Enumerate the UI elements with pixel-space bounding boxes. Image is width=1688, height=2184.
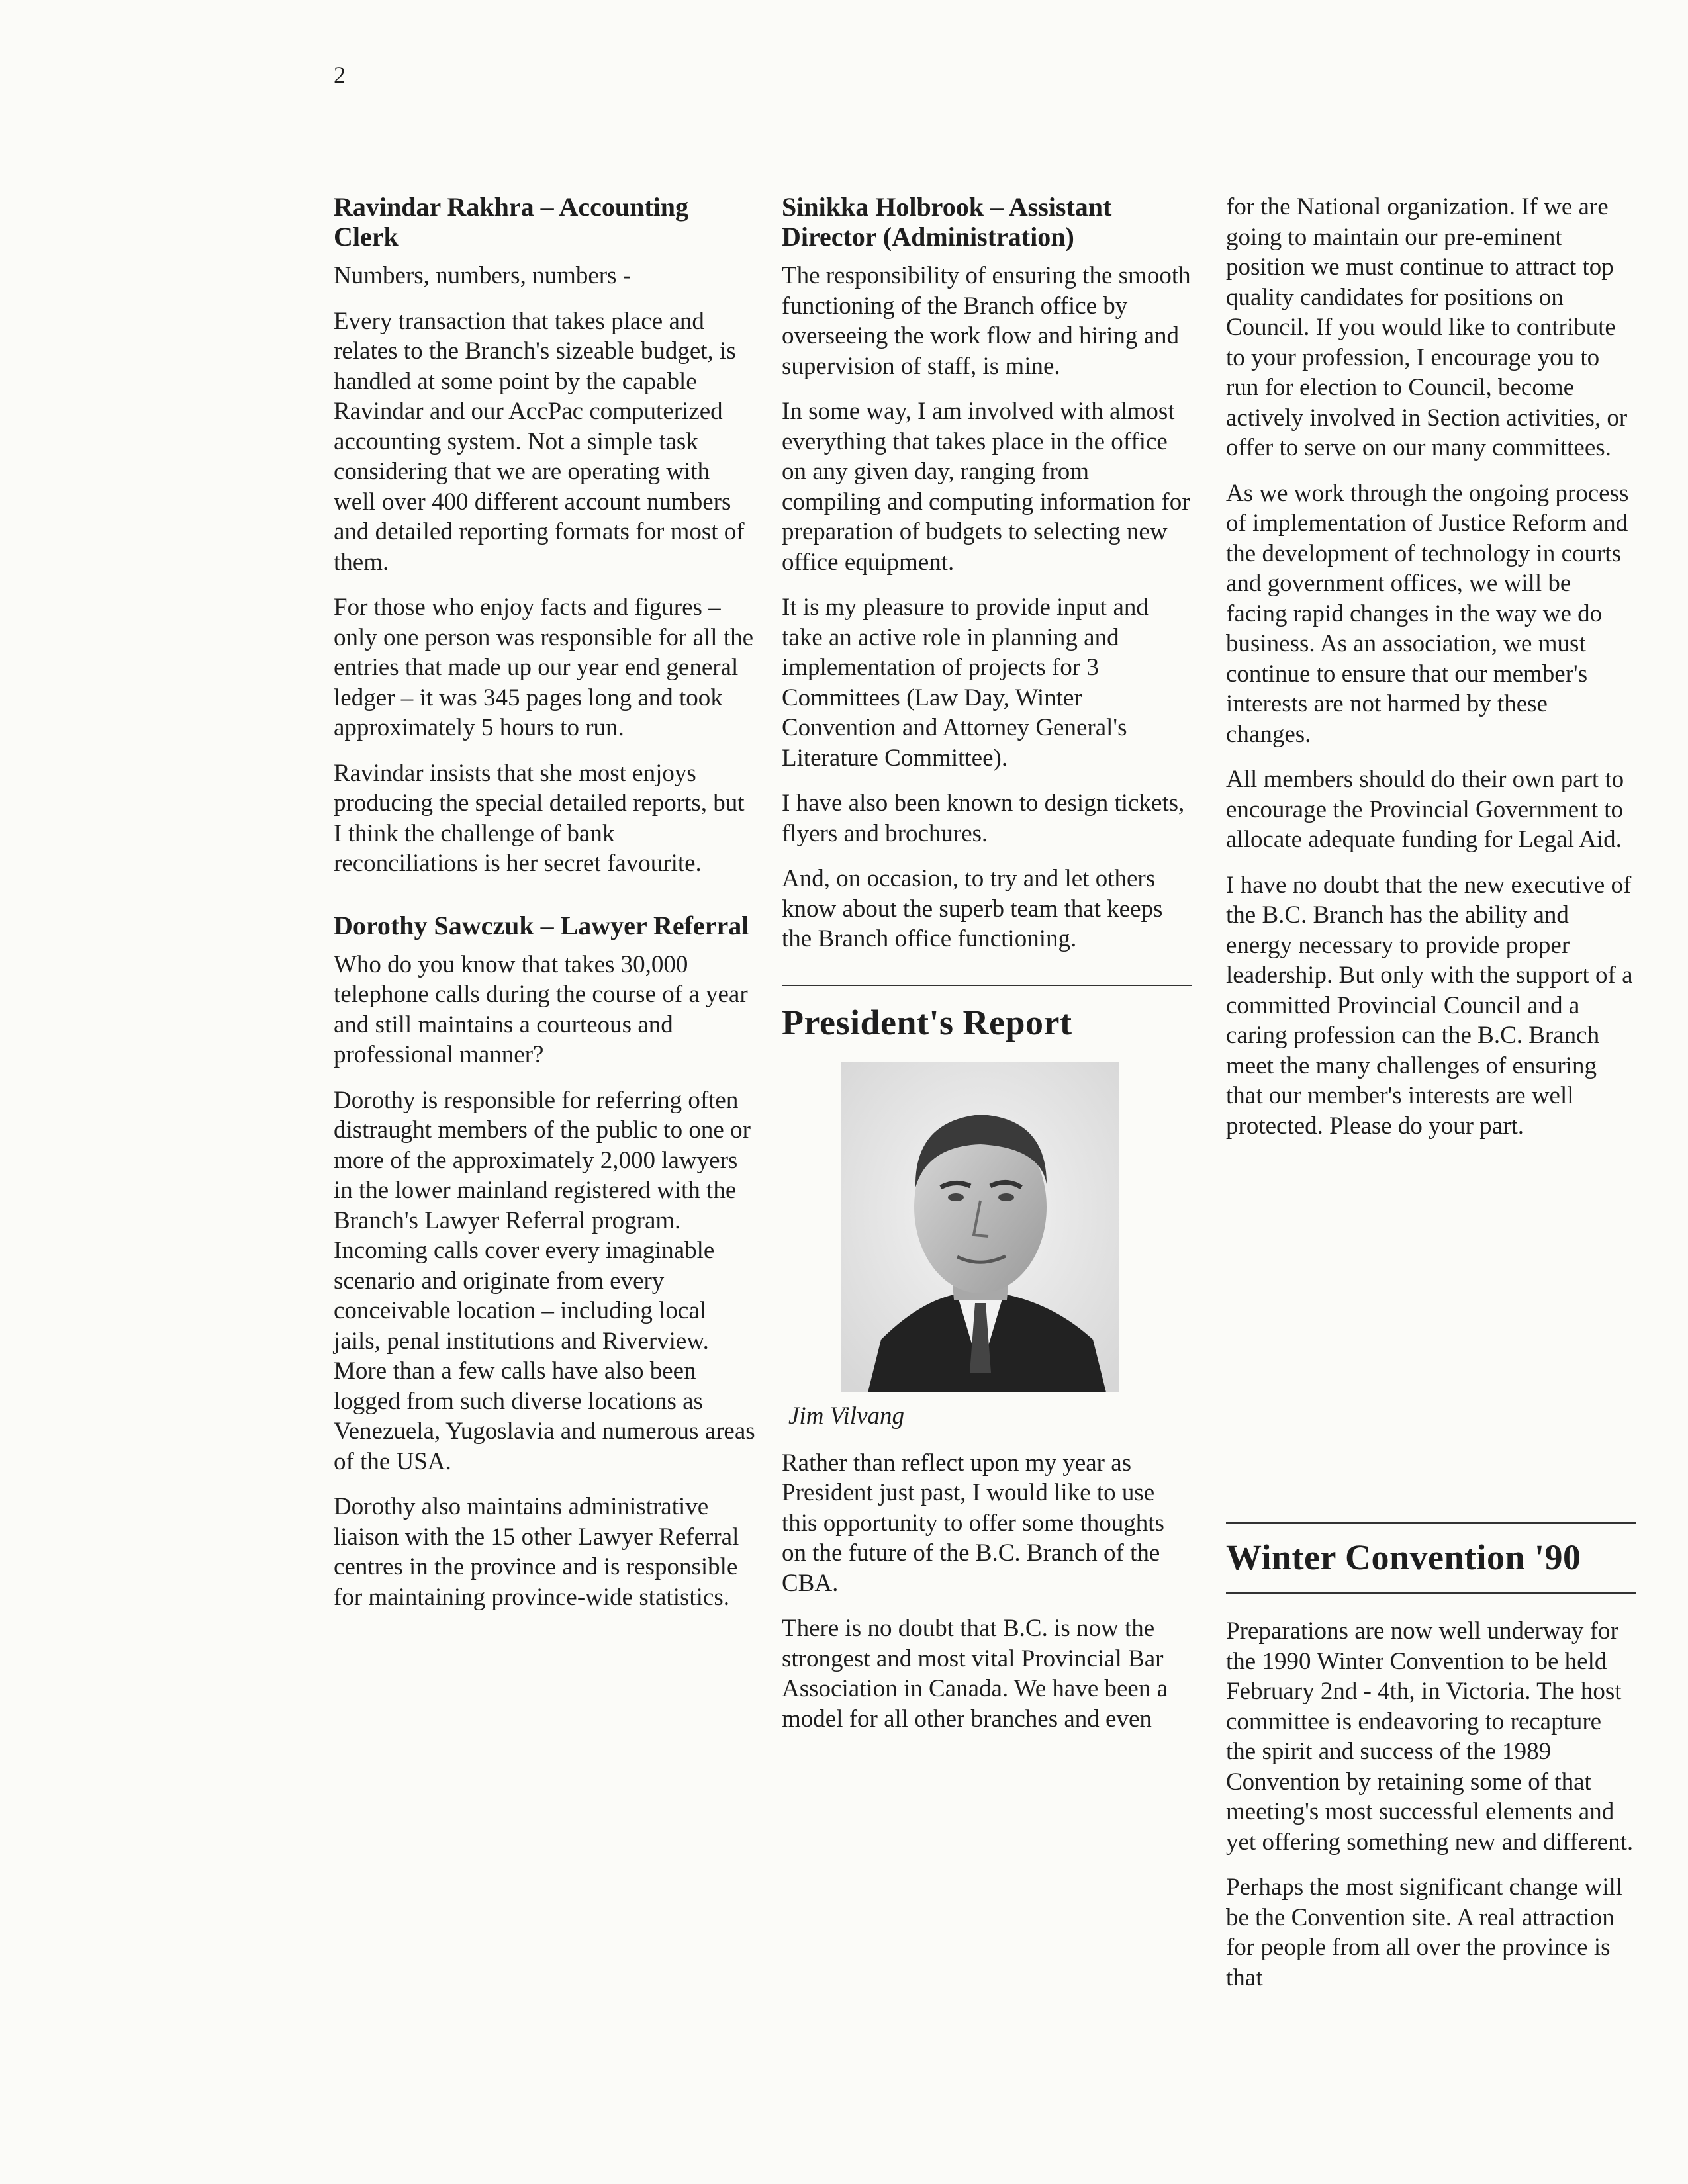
paragraph: Dorothy also maintains administrative liaison with the 15 other Lawyer Referral centres in the province and is responsible for maintaining province-wide statistics. bbox=[334, 1493, 739, 1611]
column-right bbox=[1226, 192, 1636, 1156]
heading-sinikka: Sinikka Holbrook – Assistant Director (Administration) bbox=[782, 192, 1112, 251]
paragraph: All members should do their own part to encourage the Provincial Government to allocate adequate funding for Legal Aid. bbox=[1226, 766, 1624, 853]
paragraph: In some way, I am involved with almost everything that takes place in the office on any given day, ranging from compiling and computing information for preparation of budgets to selecting new office equipment. bbox=[782, 398, 1190, 576]
page-number: 2 bbox=[334, 62, 346, 88]
paragraph: Dorothy is responsible for referring often distraught members of the public to one or more of the approximately 2,000 lawyers in the lower mainland registered with the Branch's Lawyer Referral program. Incoming calls cover every imaginable scenario and originate from every conceivable location – including local jails, penal institutions and Riverview. More than a few calls have also been logged from such diverse locations as Venezuela, Yugoslavia and numerous areas of the USA. bbox=[334, 1086, 755, 1475]
column-middle bbox=[782, 192, 1192, 1749]
paragraph: Rather than reflect upon my year as President just past, I would like to use this opportunity to offer some thoughts on the future of the B.C. Branch of the CBA. bbox=[782, 1449, 1164, 1597]
paragraph: Who do you know that takes 30,000 telephone calls during the course of a year and still maintains a courteous and professional manner? bbox=[334, 950, 748, 1068]
paragraph: And, on occasion, to try and let others know about the superb team that keeps the Branch office functioning. bbox=[782, 865, 1163, 952]
section-title-presidents-report: President's Report bbox=[782, 1002, 1072, 1042]
column-left bbox=[334, 192, 757, 1627]
column-right-lower bbox=[1226, 1522, 1636, 2008]
heading-dorothy: Dorothy Sawczuk – Lawyer Referral bbox=[334, 910, 749, 940]
paragraph: It is my pleasure to provide input and take an active role in planning and implementation of projects for 3 Committees (Law Day, Winter Convention and Attorney General's Literature Committee). bbox=[782, 594, 1149, 772]
section-title-winter-convention: Winter Convention '90 bbox=[1226, 1537, 1581, 1577]
paragraph: for the National organization. If we are going to maintain our pre-eminent position we must continue to attract top quality candidates for positions on Council. If you would like to contribute to your profession, I encourage you to run for election to Council, become actively involved in Section activities, or offer to serve on our many committees. bbox=[1226, 193, 1628, 461]
paragraph: I have no doubt that the new executive of the B.C. Branch has the ability and energy necessary to provide proper leadership. But only with the support of a committed Provincial Council and a caring profession can the B.C. Branch meet the many challenges of ensuring that our member's interests are well protected. Please do your part. bbox=[1226, 871, 1633, 1140]
paragraph: As we work through the ongoing process of implementation of Justice Reform and the development of technology in courts and government offices, we will be facing rapid changes in the way we do business. As an association, we must continue to ensure that our member's interests are not harmed by these changes. bbox=[1226, 479, 1629, 748]
paragraph: There is no doubt that B.C. is now the strongest and most vital Provincial Bar Association in Canada. We have been a model for all other branches and even bbox=[782, 1615, 1168, 1733]
portrait-photo bbox=[841, 1062, 1119, 1392]
paragraph: Every transaction that takes place and relates to the Branch's sizeable budget, is handled at some point by the capable Ravindar and our AccPac computerized accounting system. Not a simple task considering that we are operating with well over 400 different account numbers and detailed reporting formats for most of them. bbox=[334, 307, 745, 576]
section-rule bbox=[782, 985, 1192, 986]
paragraph: I have also been known to design tickets, flyers and brochures. bbox=[782, 790, 1185, 847]
paragraph: The responsibility of ensuring the smooth functioning of the Branch office by overseeing the work flow and hiring and supervision of staff, is mine. bbox=[782, 262, 1191, 380]
portrait-image bbox=[841, 1062, 1119, 1392]
section-rule bbox=[1226, 1522, 1636, 1524]
paragraph: Perhaps the most significant change will be the Convention site. A real attraction for people from all over the province is that bbox=[1226, 1874, 1623, 1991]
paragraph: Numbers, numbers, numbers - bbox=[334, 262, 632, 289]
paragraph: Preparations are now well underway for the 1990 Winter Convention to be held February 2nd - 4th, in Victoria. The host committee is endeavoring to recapture the spirit and success of the 1989 Convention by retaining some of that meeting's most successful elements and yet offering something new and different. bbox=[1226, 1617, 1634, 1856]
section-rule bbox=[1226, 1592, 1636, 1594]
heading-ravindar: Ravindar Rakhra – Accounting Clerk bbox=[334, 192, 689, 251]
paragraph: For those who enjoy facts and figures – only one person was responsible for all the entries that made up our year end general ledger – it was 345 pages long and took approximately 5 hours to run. bbox=[334, 594, 753, 741]
paragraph: Ravindar insists that she most enjoys producing the special detailed reports, but I think the challenge of bank reconciliations is her secret favourite. bbox=[334, 759, 745, 877]
photo-caption: Jim Vilvang bbox=[788, 1402, 905, 1430]
